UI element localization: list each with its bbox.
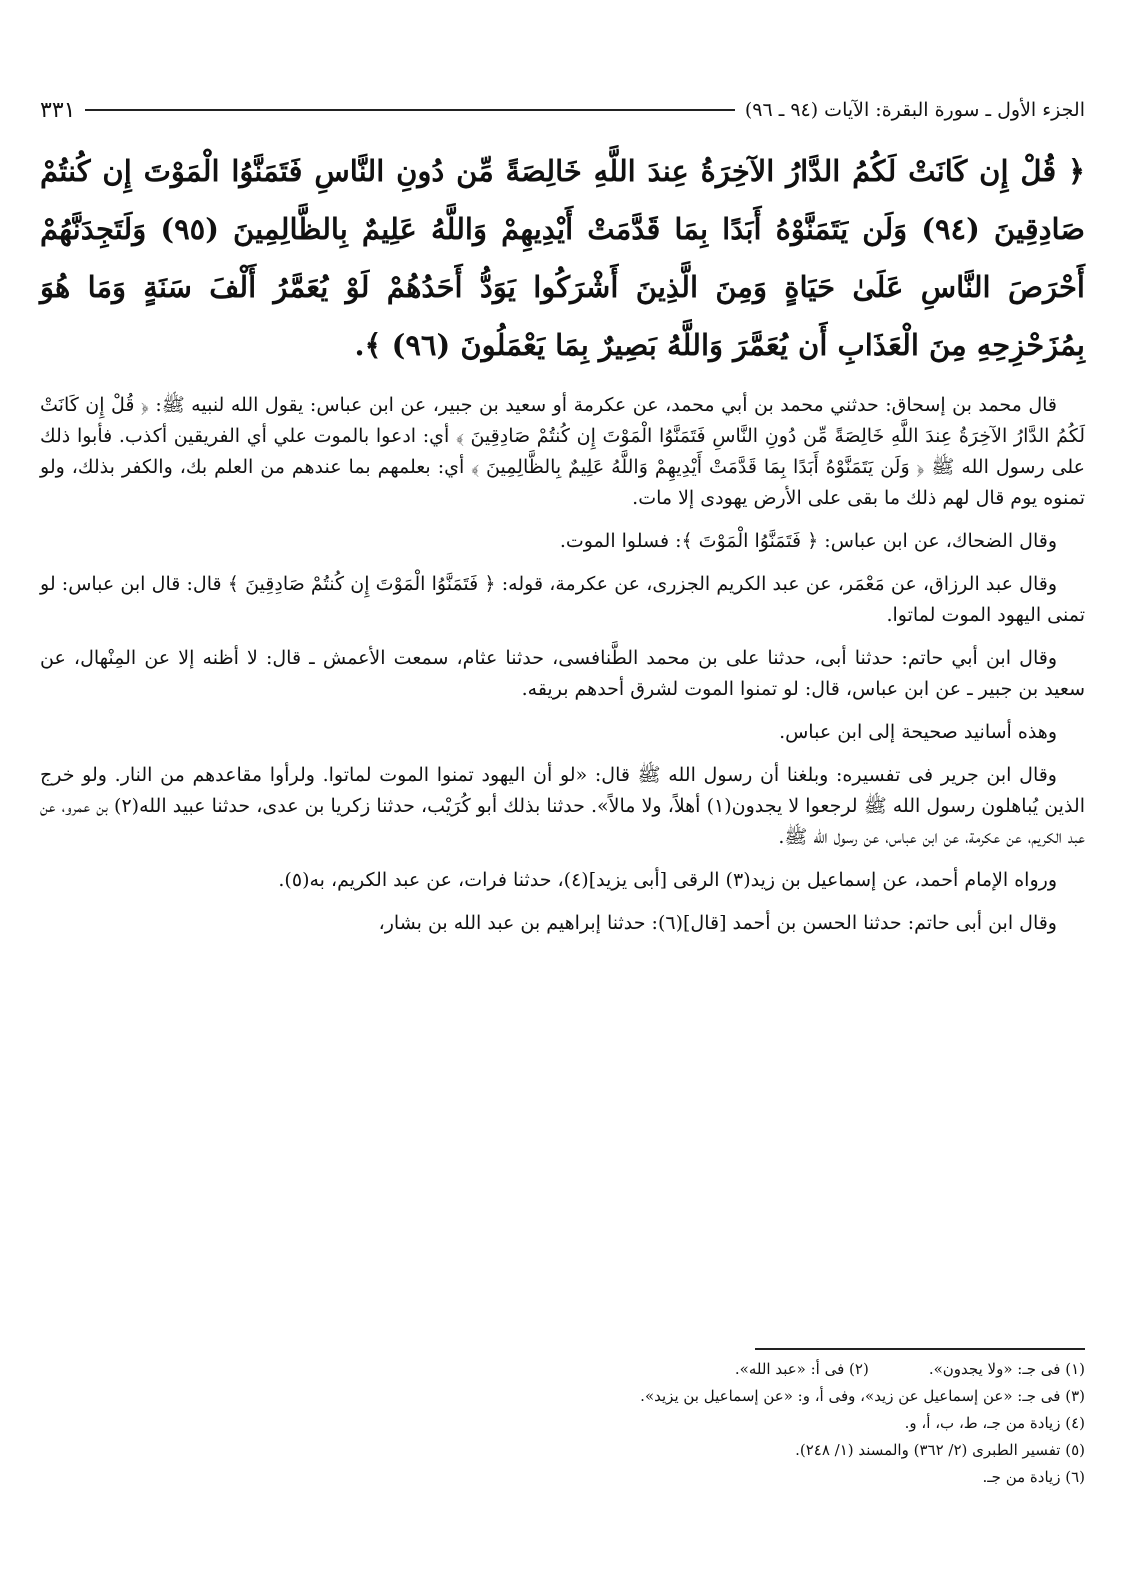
- paragraph-ibn-abi-hatim: وقال ابن أبي حاتم: حدثنا أبى، حدثنا على بن محمد الطَّنافسى، حدثنا عثام، سمعت الأعمش ـ قال: لا أظنه إلا عن المِنْهال، عن سعيد بن جبير ـ عن ابن عباس، قال: لو تمنوا الموت لشرق أحدهم بريقه.: [40, 647, 1085, 700]
- footnote-6: (٦) زيادة من جـ.: [982, 1468, 1085, 1486]
- paragraph-ibn-ishaq: قال محمد بن إسحاق: حدثني محمد بن أبي محمد، عن عكرمة أو سعيد بن جبير، عن ابن عباس: يقول الله لنبيه ﷺ: ﴿ قُلْ إِن كَانَتْ لَكُمُ الدَّارُ الآخِرَةُ عِندَ اللَّهِ خَالِصَةً مِّن دُونِ النَّاسِ فَتَمَنَّوُا الْمَوْتَ إِن كُنتُمْ صَادِقِينَ ﴾ أي: ادعوا بالموت علي أي الفريقين أكذب. فأبوا ذلك على رسول الله ﷺ ﴿ وَلَن يَتَمَنَّوْهُ أَبَدًا بِمَا قَدَّمَتْ أَيْدِيهِمْ وَاللَّهُ عَلِيمٌ بِالظَّالِمِينَ ﴾ أي: بعلمهم بما عندهم من العلم بك، والكفر بذلك، ولو تمنوه يوم قال لهم ذلك ما بقى على الأرض يهودى إلا مات.: [40, 394, 1085, 509]
- footnote-4: (٤) زيادة من جـ، ط، ب، أ، و.: [904, 1414, 1085, 1432]
- header-title: الجزء الأول ـ سورة البقرة: الآيات (٩٤ ـ ٩٦): [744, 99, 1085, 121]
- footnote-row: [40, 1356, 1085, 1383]
- footnote-3: (٣) فى جـ: «عن إسماعيل عن زيد»، وفى أ، و: «عن إسماعيل بن يزيد».: [640, 1387, 1085, 1405]
- footnote-5: (٥) تفسير الطبرى (٢/ ٣٦٢) والمسند (١/ ٢٤٨).: [795, 1441, 1085, 1459]
- paragraph-ibn-jarir: وقال ابن جرير فى تفسيره: وبلغنا أن رسول الله ﷺ قال: «لو أن اليهود تمنوا الموت لماتوا. ولرأوا مقاعدهم من النار. ولو خرج الذين يُباهلون رسول الله ﷺ لرجعوا لا يجدون(١) أهلاً، ولا مالاً». حدثنا بذلك أبو كُرَيْب، حدثنا زكريا بن عدى، حدثنا عبيد الله(٢) بن عمرو، عن عبد الكريم، عن عكرمة، عن ابن عباس، عن رسول الله ﷺ.: [40, 764, 1085, 848]
- commentary-body: [40, 390, 1085, 951]
- book-page: [40, 30, 1085, 1570]
- running-header: [40, 92, 1085, 128]
- footnote-2: (٢) فى أ: «عبد الله».: [734, 1360, 869, 1378]
- footnote-separator: [755, 1348, 1085, 1350]
- footnote-1: (١) فى جـ: «ولا يجدون».: [928, 1360, 1085, 1378]
- footnotes: [40, 1356, 1085, 1491]
- paragraph-ahmad: ورواه الإمام أحمد، عن إسماعيل بن زيد(٣) الرقى [أبى يزيد](٤)، حدثنا فرات، عن عبد الكريم، به(٥).: [278, 869, 1057, 891]
- header-rule: [85, 109, 734, 111]
- paragraph-abd-al-razzaq: وقال عبد الرزاق، عن مَعْمَر، عن عبد الكريم الجزرى، عن عكرمة، قوله: ﴿ فَتَمَنَّوُا الْمَوْتَ إِن كُنتُمْ صَادِقِينَ ﴾ قال: قال ابن عباس: لو تمنى اليهود الموت لماتوا.: [40, 573, 1085, 626]
- paragraph-asanid: وهذه أسانيد صحيحة إلى ابن عباس.: [779, 721, 1057, 743]
- paragraph-ibn-abi-hatim-2: وقال ابن أبى حاتم: حدثنا الحسن بن أحمد [قال](٦): حدثنا إبراهيم بن عبد الله بن بشار،: [378, 912, 1057, 934]
- page-number: ٣٣١: [40, 97, 76, 123]
- paragraph-dahhak: وقال الضحاك، عن ابن عباس: ﴿ فَتَمَنَّوُا الْمَوْتَ ﴾: فسلوا الموت.: [559, 530, 1057, 552]
- quran-verse-block: ﴿ قُلْ إِن كَانَتْ لَكُمُ الدَّارُ الآخِرَةُ عِندَ اللَّهِ خَالِصَةً مِّن دُونِ النَّاسِ فَتَمَنَّوُا الْمَوْتَ إِن كُنتُمْ صَادِقِينَ (٩٤) وَلَن يَتَمَنَّوْهُ أَبَدًا بِمَا قَدَّمَتْ أَيْدِيهِمْ وَاللَّهُ عَلِيمٌ بِالظَّالِمِينَ (٩٥) وَلَتَجِدَنَّهُمْ أَحْرَصَ النَّاسِ عَلَىٰ حَيَاةٍ وَمِنَ الَّذِينَ أَشْرَكُوا يَوَدُّ أَحَدُهُمْ لَوْ يُعَمَّرُ أَلْفَ سَنَةٍ وَمَا هُوَ بِمُزَحْزِحِهِ مِنَ الْعَذَابِ أَن يُعَمَّرَ وَاللَّهُ بَصِيرٌ بِمَا يَعْمَلُونَ (٩٦) ﴾.: [40, 154, 1085, 362]
